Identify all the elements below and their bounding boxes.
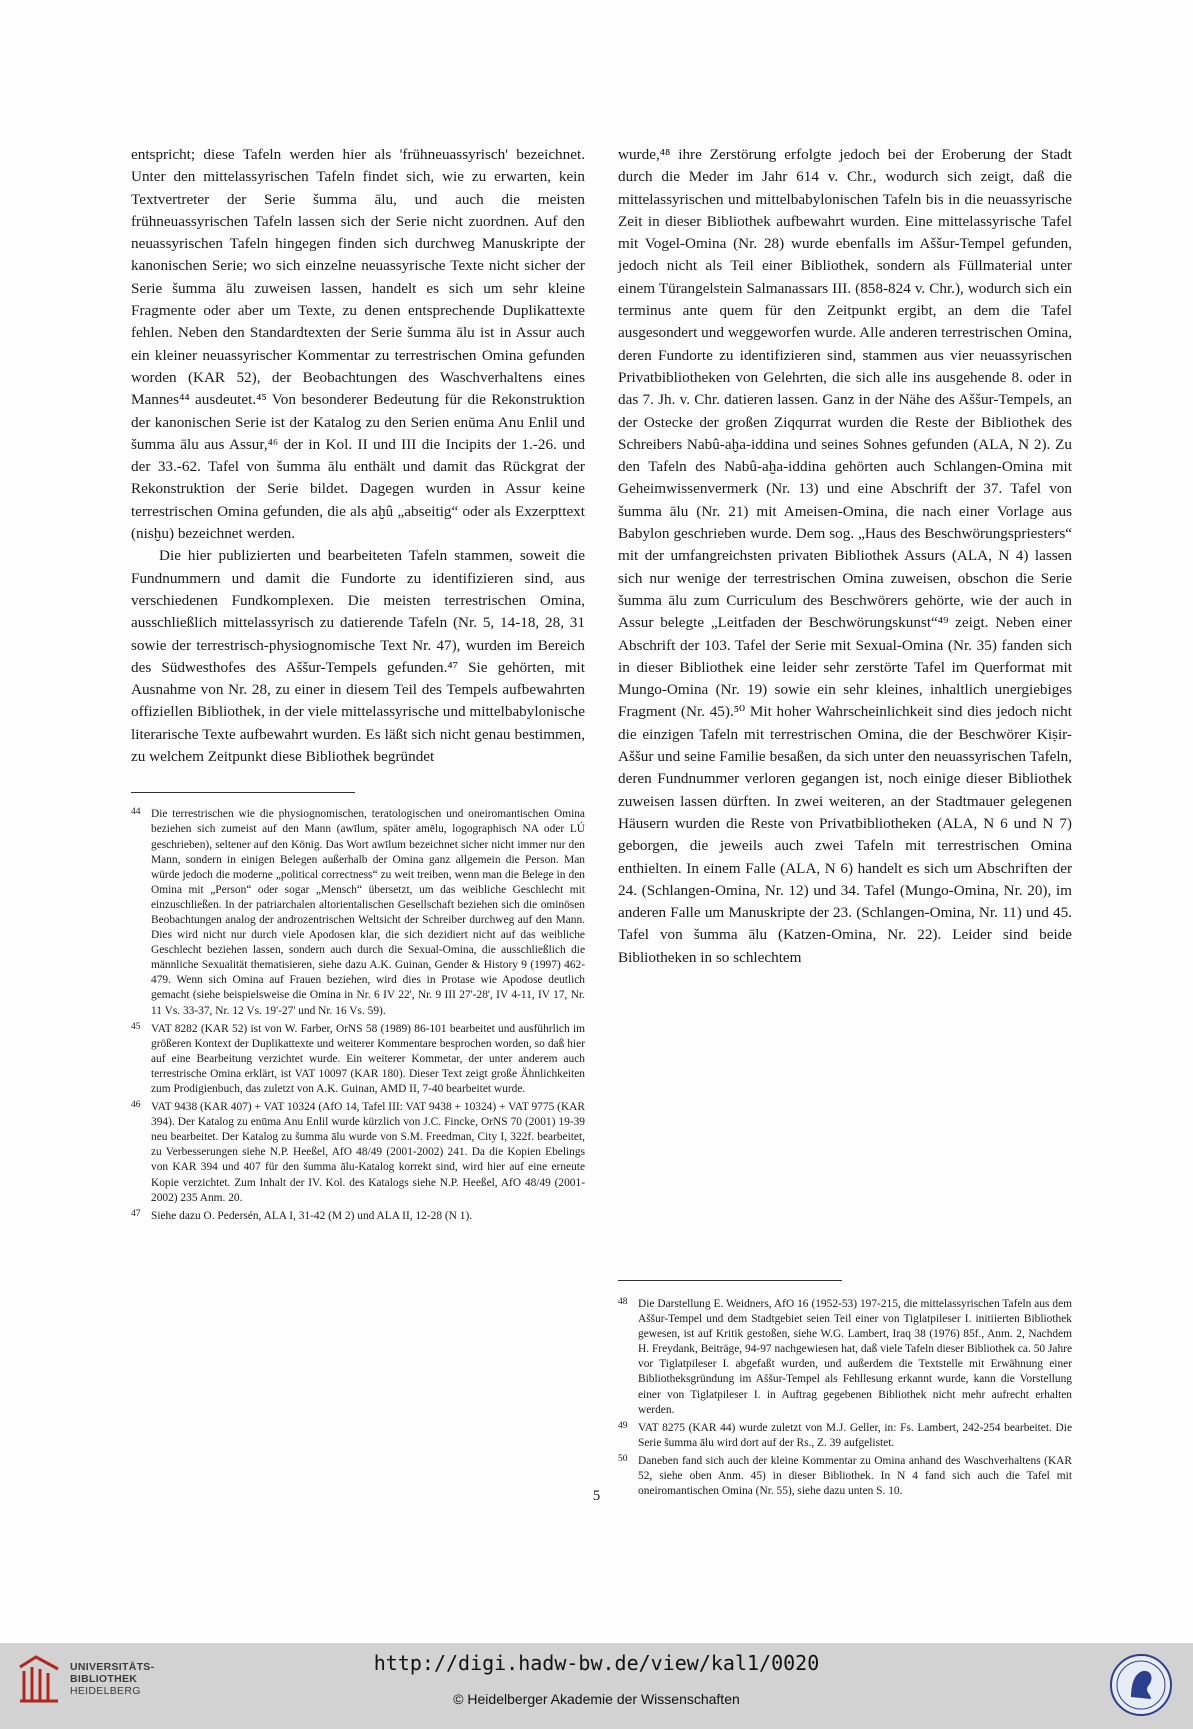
- footnote-text: Siehe dazu O. Pedersén, ALA I, 31-42 (M 2) und ALA II, 12-28 (N 1).: [151, 1209, 473, 1222]
- footnote-divider: [131, 792, 355, 793]
- footnote-number: 44: [131, 807, 141, 818]
- footnote-text: VAT 9438 (KAR 407) + VAT 10324 (AfO 14, Tafel III: VAT 9438 + 10324) + VAT 9775 (KAR 394). Der Katalog zu enūma Anu Enlil wurde kürzlich von J.C. Fincke, OrNS 70 (2001) 19-39 neu bearbeitet. Der Katalog zu šumma ālu wurde von S.M. Freedman, City I, 322f. bearbeitet, zu Verbesserungen siehe N.P. Heeßel, AfO 48/49 (2001-2002) 241. Da die Kopien Ebelings von KAR 394 und 407 für den šumma ālu-Katalog korrekt sind, wird hier auf eine erneute Kopie verzichtet. Zum Inhalt der IV. Kol. des Katalogs siehe N.P. Heeßel, AfO 48/49 (2001-2002) 235 Anm. 20.: [151, 1101, 585, 1204]
- footnote-44: [131, 807, 585, 1018]
- footnote-text: Daneben fand sich auch der kleine Kommentar zu Omina anhand des Waschverhaltens (KAR 52, siehe oben Anm. 45) in dieser Bibliothek. In N 4 fand sich auch die Tafel mit oneiromantischen Omina (Nr. 55), siehe dazu unten S. 10.: [638, 1454, 1072, 1498]
- footnote-text: VAT 8282 (KAR 52) ist von W. Farber, OrNS 58 (1989) 86-101 bearbeitet und ausführlich im größeren Kontext der Duplikattexte und weiterer Kommentare besprochen worden, so daß hier auf eine Bearbeitung verzichtet wurde. Ein weiterer Kommetar, der unter anderem auch terrestrische Omina erklärt, ist VAT 10097 (KAR 180). Dieser Text zeigt große Ähnlichkeiten zum Prodigienbuch, das zuletzt von A.K. Guinan, AMD II, 7-40 bearbeitet wurde.: [151, 1022, 585, 1095]
- left-column: [131, 144, 585, 1227]
- right-column: [618, 144, 1072, 1498]
- footnote-46: [131, 1100, 585, 1206]
- footnote-number: 46: [131, 1100, 141, 1111]
- academy-seal-icon[interactable]: [1109, 1653, 1173, 1717]
- permalink-url[interactable]: http://digi.hadw-bw.de/view/kal1/0020: [373, 1651, 820, 1675]
- left-footnotes: [131, 807, 585, 1224]
- page-number: 5: [592, 1488, 601, 1504]
- footnote-number: 47: [131, 1208, 141, 1219]
- library-name-line: HEIDELBERG: [70, 1685, 141, 1697]
- right-paragraph-1: wurde,⁴⁸ ihre Zerstörung erfolgte jedoch bei der Eroberung der Stadt durch die Meder im Jahr 614 v. Chr., wodurch sich zeigt, daß die mittelassyrischen und mittelbabylonischen Tafeln bis in die neuassyrische Zeit in dieser Bibliothek aufbewahrt wurden. Eine mittelassyrische Tafel mit Vogel-Omina (Nr. 28) wurde ebenfalls im Aššur-Tempel gefunden, jedoch nicht als Teil einer Bibliothek, sondern als Füllmaterial unter einem Türangelstein Salmanassars III. (858-824 v. Chr.), wodurch sich ein terminus ante quem für den Zeitpunkt ergibt, an dem die Tafel ausgesondert und weggeworfen wurde. Alle anderen terrestrischen Omina, deren Fundorte zu identifizieren sind, stammen aus vier neuassyrischen Privatbibliotheken von Gelehrten, die sich alle ins ausgehende 8. oder in das 7. Jh. v. Chr. datieren lassen. Ganz in der Nähe des Aššur-Tempels, an der Ostecke der großen Ziqqurrat wurden die Reste der Bibliothek des Schreibers Nabû-aḫa-iddina und seines Sohnes gefunden (ALA, N 2). Zu den Tafeln des Nabû-aḫa-iddina gehörten auch Schlangen-Omina mit Geheimwissenvermerk (Nr. 13) und eine Abschrift der 37. Tafel von šumma ālu (Nr. 21) mit Ameisen-Omina, die nach einer Vorlage aus Babylon geschrieben wurde. Dem sog. „Haus des Beschwörungspriesters“ mit der umfangreichsten privaten Bibliothek Assurs (ALA, N 4) lassen sich nur wenige der terrestrischen Omina zuweisen, obschon die Serie šumma ālu zum Curriculum des Beschwörers gehörte, wie der auch in Assur belegte „Leitfaden der Beschwörungskunst“⁴⁹ zeigt. Neben einer Abschrift der 103. Tafel der Serie mit Sexual-Omina (Nr. 35) fanden sich in dieser Bibliothek eine leider sehr zerstörte Tafel im Querformat mit Mungo-Omina (Nr. 19) sowie ein sehr kleines, inhaltlich unergiebiges Fragment (Nr. 45).⁵⁰ Mit hoher Wahrscheinlichkeit sind dies jedoch nicht die einzigen Tafeln mit terrestrischen Omina, die der Beschwörer Kiṣir-Aššur und seine Familie besaßen, da sich unter den neuassyrischen Tafeln, deren Fundnummer verloren gegangen ist, noch einige dieser Bibliothek zuweisen lassen dürften. In zwei weiteren, an der Stadtmauer gelegenen Häusern wurden die Reste von Privatbibliotheken (ALA, N 6 und N 7) geborgen, die jeweils auch zwei Tafeln mit terrestrischen Omina enthielten. In einem Falle (ALA, N 6) handelt es sich um Abschriften der 24. (Schlangen-Omina, Nr. 12) und 34. Tafel (Mungo-Omina, Nr. 20), im anderen Falle um Manuskripte der 23. (Schlangen-Omina, Nr. 11) und 45. Tafel von šumma ālu (Katzen-Omina, Nr. 22). Leider sind beide Bibliotheken in so schlechtem: [618, 146, 1072, 966]
- footnote-47: [131, 1209, 585, 1224]
- footnote-45: [131, 1022, 585, 1097]
- footnote-divider: [618, 1280, 842, 1281]
- copyright-notice: © Heidelberger Akademie der Wissenschaften: [453, 1691, 740, 1707]
- footnote-number: 45: [131, 1021, 141, 1032]
- footnote-48: [618, 1297, 1072, 1418]
- left-paragraph-1: entspricht; diese Tafeln werden hier als 'frühneuassyrisch' bezeichnet. Unter den mittelassyrischen Tafeln findet sich, wie zu erwarten, kein Textvertreter der Serie šumma ālu, und auch die meisten frühneuassyrischen Tafeln lassen sich der Serie nicht zuordnen. Auf den neuassyrischen Tafeln hingegen finden sich durchweg Manuskripte der kanonischen Serie; wo sich einzelne neuassyrische Texte nicht sicher der Serie šumma ālu zuweisen lassen, handelt es sich um sehr kleine Fragmente oder aber um Texte, zu denen entsprechende Duplikattexte fehlen. Neben den Standardtexten der Serie šumma ālu ist in Assur auch ein kleiner neuassyrischer Kommentar zu terrestrischen Omina gefunden worden (KAR 52), der Beobachtungen des Waschverhaltens eines Mannes⁴⁴ ausdeutet.⁴⁵ Von besonderer Bedeutung für die Rekonstruktion der kanonischen Serie ist der Katalog zu den Serien enūma Anu Enlil und šumma ālu aus Assur,⁴⁶ der in Kol. II und III die Incipits der 1.-26. und der 33.-62. Tafel von šumma ālu enthält und damit das Rückgrat der Rekonstruktion der Serie bildet. Dagegen wurden in Assur keine terrestrischen Omina gefunden, die als aḫû „abseitig“ oder als Exzerpttext (nisḫu) bezeichnet werden.: [131, 146, 585, 543]
- footnote-49: [618, 1421, 1072, 1451]
- left-body-text: [131, 144, 585, 768]
- footnote-number: 50: [618, 1453, 628, 1464]
- library-name-line: UNIVERSITÄTS-: [70, 1661, 155, 1673]
- right-body-text: [618, 144, 1072, 969]
- left-paragraph-2: Die hier publizierten und bearbeiteten Tafeln stammen, soweit die Fundnummern und damit die Fundorte zu identifizieren sind, aus verschiedenen Fundkomplexen. Die meisten terrestrischen Omina, ausschließlich mittelassyrisch zu datierende Tafeln (Nr. 5, 14-18, 28, 31 sowie der terrestrisch-physiognomische Text Nr. 47), wurden im Bereich des Südwesthofes des Aššur-Tempels gefunden.⁴⁷ Sie gehörten, mit Ausnahme von Nr. 28, zu einer in diesem Teil des Tempels aufbewahrten offiziellen Bibliothek, in der viele mittelassyrische und mittelbabylonische literarische Texte aufbewahrt wurden. Es läßt sich nicht genau bestimmen, zu welchem Zeitpunkt diese Bibliothek begründet: [131, 547, 585, 766]
- viewer-footer: [0, 1643, 1193, 1729]
- footnote-text: Die Darstellung E. Weidners, AfO 16 (1952-53) 197-215, die mittelassyrischen Tafeln aus dem Aššur-Tempel und dem Stadtgebiet seien Teil einer von Tiglatpileser I. initiierten Bibliothek gewesen, ist auf Kritik gestoßen, siehe W.G. Lambert, Iraq 38 (1976) 85f., Anm. 2, Nachdem H. Freydank, Beiträge, 94-97 nachgewiesen hat, daß viele Tafeln dieser Bibliothek ca. 50 Jahre vor Tiglatpileser I. abgefaßt wurden, und außerdem die Textstelle mit Erwähnung einer Bibliotheksgründung im Aššur-Tempel als Fehllesung erkannt wurde, kann die Vorstellung einer von Tiglatpileser I. in Auftrag gegebenen Bibliothek nicht mehr aufrecht erhalten werden.: [638, 1298, 1072, 1416]
- footnote-text: VAT 8275 (KAR 44) wurde zuletzt von M.J. Geller, in: Fs. Lambert, 242-254 bearbeitet. Die Serie šumma ālu wird dort auf der Rs., Z. 39 aufgelistet.: [638, 1421, 1072, 1449]
- footnote-text: Die terrestrischen wie die physiognomischen, teratologischen und oneiromantischen Omina beziehen sich zumeist auf den Mann (awīlum, später amēlu, logographisch NA oder LÚ geschrieben), seltener auf den König. Das Wort awīlum bezeichnet sicher nicht immer nur den Mann, sondern in einigen Belegen außerhalb der Omina ganz allgemein die Person. Man würde jedoch die moderne „political correctness“ zu weit treiben, wenn man die Belege in den Omina mit „Person“ oder sogar „Mensch“ übersetzt, um das weibliche Geschlecht mit einzuschließen. In der patriarchalen altorientalischen Gesellschaft beziehen sich die ominösen Beobachtungen analog der androzentrischen Weltsicht der Schreiber durchweg auf den Mann. Dies wird nicht nur durch viele Apodosen klar, die sich dezidiert nicht auf das weibliche Geschlecht beziehen lassen, sondern auch durch die Sexual-Omina, die ausschließlich die männliche Sexualität thematisieren, siehe dazu A.K. Guinan, Gender & History 9 (1997) 462-479. Wenn sich Omina auf Frauen beziehen, wird dies in Protase wie Apodose deutlich gemacht (siehe beispielsweise die Omina in Nr. 6 IV 22', Nr. 9 III 27'-28', IV 4-11, IV 17, Nr. 11 Vs. 33-37, Nr. 12 Vs. 19'-27' und Nr. 16 Vs. 59).: [151, 808, 585, 1017]
- right-footnotes: [618, 1297, 1072, 1502]
- footnote-number: 49: [618, 1420, 628, 1431]
- library-name-line: BIBLIOTHEK: [70, 1673, 138, 1685]
- footnote-number: 48: [618, 1297, 628, 1307]
